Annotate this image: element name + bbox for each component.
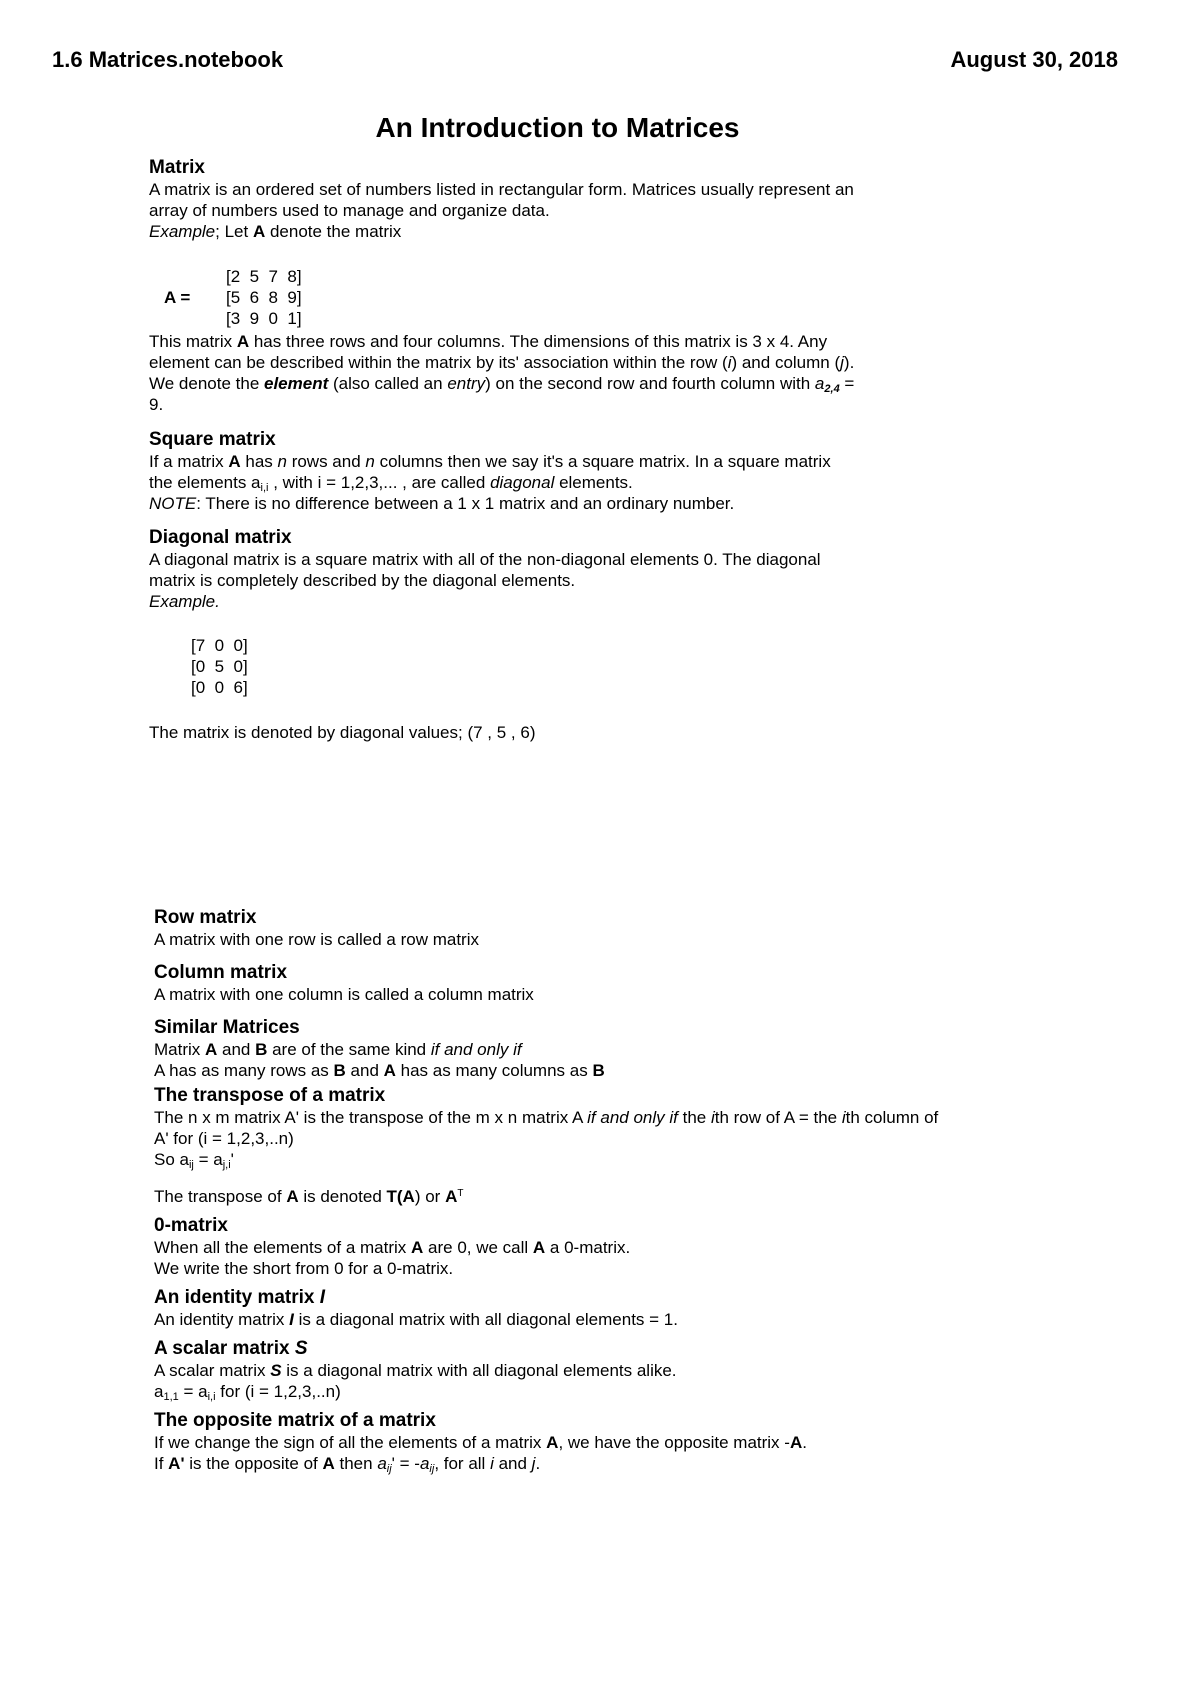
notebook-title: 1.6 Matrices.notebook <box>52 47 284 72</box>
matrix-row: [7 0 0] <box>191 636 248 655</box>
diagonal-matrix-values <box>191 635 248 698</box>
section-diagonal-matrix <box>149 526 821 612</box>
matrix-desc-line-2: element can be described within the matrix by its' association within the row (i) and column (j). <box>149 353 855 372</box>
zero-line-1: When all the elements of a matrix A are 0, we call A a 0-matrix. <box>154 1238 631 1257</box>
matrix-desc-line-3: We denote the element (also called an entry) on the second row and fourth column with $a_{2,4}$ = <box>149 374 855 395</box>
matrix-line-1: A matrix is an ordered set of numbers listed in rectangular form. Matrices usually represent an <box>149 180 854 199</box>
heading-scalar-matrix: A scalar matrix S <box>154 1338 308 1359</box>
zero-line-2: We write the short from 0 for a 0-matrix. <box>154 1259 454 1278</box>
row-matrix-line: A matrix with one row is called a row matrix <box>154 930 479 949</box>
header-date: August 30, 2018 <box>950 47 1118 72</box>
heading-matrix: Matrix <box>149 157 205 178</box>
matrix-line-2: array of numbers used to manage and organize data. <box>149 201 550 220</box>
scalar-line-2: $a_{1,1} = a_{i,i}$ for (i = 1,2,3,..n) <box>154 1382 341 1403</box>
square-line-1: If a matrix A has n rows and n columns then we say it's a square matrix. In a square matrix <box>149 452 831 471</box>
heading-diagonal-matrix: Diagonal matrix <box>149 527 292 548</box>
heading-identity-matrix: An identity matrix I <box>154 1287 326 1308</box>
diagonal-example: Example. <box>149 592 220 611</box>
heading-zero-matrix: 0-matrix <box>154 1215 228 1236</box>
similar-line-1: Matrix A and B are of the same kind if and only if <box>154 1040 522 1059</box>
matrix-description <box>149 331 854 415</box>
section-matrix <box>149 156 854 242</box>
page-title: An Introduction to Matrices <box>375 112 740 143</box>
heading-column-matrix: Column matrix <box>154 962 288 983</box>
column-matrix-line: A matrix with one column is called a column matrix <box>154 985 534 1004</box>
matrix-a-values <box>226 266 302 329</box>
transpose-line-1: The n x m matrix A' is the transpose of the m x n matrix A if and only if the ith row of A = the ith column of <box>154 1108 939 1127</box>
matrix-a-label: A = <box>164 288 191 307</box>
opposite-line-1: If we change the sign of all the elements of a matrix A, we have the opposite matrix -A. <box>154 1433 807 1452</box>
square-note: NOTE: There is no difference between a 1 x 1 matrix and an ordinary number. <box>149 494 735 513</box>
opposite-line-2: If A' is the opposite of A then $a_{ij}' = -a_{ij}$, for all i and j. <box>154 1454 541 1475</box>
heading-row-matrix: Row matrix <box>154 907 257 928</box>
matrix-row: [5 6 8 9] <box>226 288 302 307</box>
transpose-line-2: A' for (i = 1,2,3,..n) <box>154 1129 294 1148</box>
square-line-2: the elements $a_{i,i}$ , with i = 1,2,3,... , are called diagonal elements. <box>149 473 633 494</box>
heading-transpose: The transpose of a matrix <box>154 1085 386 1106</box>
matrix-desc-line-1: This matrix A has three rows and four columns. The dimensions of this matrix is 3 x 4. Any <box>149 332 828 351</box>
diagonal-line-1: A diagonal matrix is a square matrix with all of the non-diagonal elements 0. The diagonal <box>149 550 821 569</box>
matrix-row: [0 0 6] <box>191 678 248 697</box>
diagonal-denoted-text: The matrix is denoted by diagonal values; (7 , 5 , 6) <box>149 723 536 742</box>
heading-square-matrix: Square matrix <box>149 429 276 450</box>
transpose-line-3: So $a_{ij} = a_{j,i}'$ <box>154 1150 234 1171</box>
matrix-desc-line-4: 9. <box>149 395 164 414</box>
section-square-matrix <box>149 428 831 514</box>
scalar-line-1: A scalar matrix S is a diagonal matrix with all diagonal elements alike. <box>154 1361 677 1380</box>
matrix-row: [3 9 0 1] <box>226 309 302 328</box>
transpose-line-4: The transpose of A is denoted T(A) or $A^T$ <box>154 1187 464 1206</box>
diagonal-line-2: matrix is completely described by the diagonal elements. <box>149 571 576 590</box>
matrix-row: [2 5 7 8] <box>226 267 302 286</box>
lower-sections <box>154 906 938 1474</box>
matrix-row: [0 5 0] <box>191 657 248 676</box>
matrix-example-line: Example; Let A denote the matrix <box>149 222 402 241</box>
identity-line-1: An identity matrix I is a diagonal matrix with all diagonal elements = 1. <box>154 1310 678 1329</box>
similar-line-2: A has as many rows as B and A has as many columns as B <box>154 1061 605 1080</box>
heading-opposite-matrix: The opposite matrix of a matrix <box>154 1410 436 1431</box>
diagonal-denoted <box>149 722 535 743</box>
heading-similar-matrices: Similar Matrices <box>154 1017 300 1038</box>
